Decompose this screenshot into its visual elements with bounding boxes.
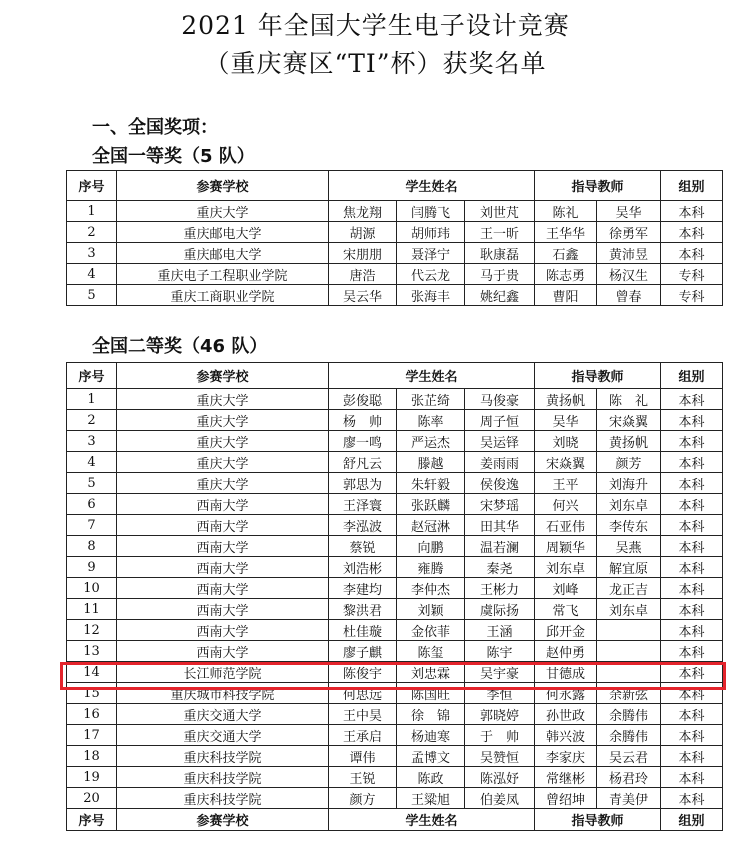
- table-row: [67, 578, 723, 599]
- cell-teacher: 余新弦: [597, 683, 661, 704]
- cell-teacher: 常飞: [535, 599, 597, 620]
- cell-student: 黎洪君: [329, 599, 397, 620]
- cell-teacher: 颜芳: [597, 452, 661, 473]
- cell-school: 西南大学: [117, 620, 329, 641]
- first-prize-heading: 全国一等奖（5 队）: [92, 146, 255, 167]
- cell-student: 唐浩: [329, 264, 397, 285]
- table-row: [67, 683, 723, 704]
- second-prize-footer-header-row: [67, 809, 723, 831]
- cell-student: 陈率: [397, 410, 465, 431]
- cell-school: 重庆科技学院: [117, 746, 329, 767]
- cell-teacher: 刘海升: [597, 473, 661, 494]
- cell-student: 闫腾飞: [397, 201, 465, 222]
- cell-student: 伯姜凤: [465, 788, 535, 809]
- table-row: [67, 767, 723, 788]
- cell-student: 虞际扬: [465, 599, 535, 620]
- cell-teacher: 李传东: [597, 515, 661, 536]
- cell-teacher: 王华华: [535, 222, 597, 243]
- cell-student: 刘世芃: [465, 201, 535, 222]
- cell-student: 李仲杰: [397, 578, 465, 599]
- second-prize-table: [66, 362, 723, 831]
- cell-teacher: 刘峰: [535, 578, 597, 599]
- table-row: [67, 746, 723, 767]
- cell-teacher: 孙世政: [535, 704, 597, 725]
- cell-student: 王锐: [329, 767, 397, 788]
- cell-teacher: 吴华: [597, 201, 661, 222]
- table-row: [67, 452, 723, 473]
- cell-school: 重庆大学: [117, 431, 329, 452]
- cell-teacher: 石鑫: [535, 243, 597, 264]
- cell-group: 本科: [661, 746, 723, 767]
- cell-student: 马俊豪: [465, 389, 535, 410]
- cell-group: 本科: [661, 704, 723, 725]
- cell-student: 陈宇: [465, 641, 535, 662]
- table-row: [67, 704, 723, 725]
- cell-school: 重庆科技学院: [117, 767, 329, 788]
- cell-school: 重庆大学: [117, 410, 329, 431]
- cell-school: 重庆大学: [117, 473, 329, 494]
- cell-student: 廖子麒: [329, 641, 397, 662]
- cell-teacher: 陈 礼: [597, 389, 661, 410]
- cell-student: 严运杰: [397, 431, 465, 452]
- cell-student: 滕越: [397, 452, 465, 473]
- table-row: [67, 599, 723, 620]
- cell-student: 彭俊聪: [329, 389, 397, 410]
- cell-group: 本科: [661, 494, 723, 515]
- cell-teacher: 黄扬帆: [535, 389, 597, 410]
- cell-teacher: 解宜原: [597, 557, 661, 578]
- cell-school: 重庆大学: [117, 389, 329, 410]
- table-row: [67, 285, 723, 306]
- header-students: 学生姓名: [329, 809, 535, 831]
- cell-no: 2: [67, 222, 117, 243]
- cell-teacher: 杨汉生: [597, 264, 661, 285]
- cell-group: 本科: [661, 536, 723, 557]
- cell-student: 谭伟: [329, 746, 397, 767]
- section-heading-national: 一、全国奖项：: [92, 117, 218, 138]
- header-no: 序号: [67, 171, 117, 201]
- first-prize-table: [66, 170, 723, 306]
- cell-student: 聂泽宁: [397, 243, 465, 264]
- cell-teacher: 龙正吉: [597, 578, 661, 599]
- cell-teacher: 邱开金: [535, 620, 597, 641]
- cell-teacher: 余腾伟: [597, 725, 661, 746]
- cell-school: 重庆大学: [117, 201, 329, 222]
- cell-student: 王泽寰: [329, 494, 397, 515]
- cell-no: 3: [67, 431, 117, 452]
- header-group: 组别: [661, 363, 723, 389]
- table-row: [67, 515, 723, 536]
- cell-student: 蔡锐: [329, 536, 397, 557]
- cell-group: 本科: [661, 599, 723, 620]
- cell-student: 李泓波: [329, 515, 397, 536]
- cell-group: 本科: [661, 222, 723, 243]
- cell-student: 杨迪寒: [397, 725, 465, 746]
- cell-group: 本科: [661, 515, 723, 536]
- cell-student: 吴赞恒: [465, 746, 535, 767]
- table-row: [67, 536, 723, 557]
- cell-school: 西南大学: [117, 578, 329, 599]
- table-row: [67, 641, 723, 662]
- header-no: 序号: [67, 363, 117, 389]
- cell-teacher: 陈礼: [535, 201, 597, 222]
- cell-teacher: 黄沛昱: [597, 243, 661, 264]
- cell-teacher: 刘东卓: [535, 557, 597, 578]
- cell-student: 于 帅: [465, 725, 535, 746]
- cell-group: 本科: [661, 201, 723, 222]
- cell-student: 吴云华: [329, 285, 397, 306]
- cell-no: 4: [67, 452, 117, 473]
- cell-group: 本科: [661, 452, 723, 473]
- cell-student: 陈俊宇: [329, 662, 397, 683]
- cell-teacher: 刘东卓: [597, 599, 661, 620]
- cell-no: 2: [67, 410, 117, 431]
- cell-school: 西南大学: [117, 641, 329, 662]
- table-row: [67, 431, 723, 452]
- table-row: [67, 410, 723, 431]
- table-row: [67, 788, 723, 809]
- cell-student: 金依菲: [397, 620, 465, 641]
- cell-school: 重庆交通大学: [117, 704, 329, 725]
- header-teachers: 指导教师: [535, 171, 661, 201]
- cell-student: 田其华: [465, 515, 535, 536]
- cell-group: 本科: [661, 431, 723, 452]
- cell-student: 王承启: [329, 725, 397, 746]
- cell-student: 宋梦瑶: [465, 494, 535, 515]
- cell-school: 重庆大学: [117, 452, 329, 473]
- header-students: 学生姓名: [329, 363, 535, 389]
- cell-no: 20: [67, 788, 117, 809]
- cell-student: 王一昕: [465, 222, 535, 243]
- cell-no: 18: [67, 746, 117, 767]
- cell-group: 本科: [661, 578, 723, 599]
- cell-student: 陈玺: [397, 641, 465, 662]
- cell-teacher: 宋焱翼: [597, 410, 661, 431]
- cell-student: 胡师玮: [397, 222, 465, 243]
- cell-teacher: 石亚伟: [535, 515, 597, 536]
- header-teachers: 指导教师: [535, 809, 661, 831]
- table-row: [67, 473, 723, 494]
- second-prize-header-row: [67, 363, 723, 389]
- cell-student: 刘颖: [397, 599, 465, 620]
- header-no: 序号: [67, 809, 117, 831]
- cell-school: 长江师范学院: [117, 662, 329, 683]
- cell-student: 李恒: [465, 683, 535, 704]
- cell-group: 本科: [661, 788, 723, 809]
- cell-school: 重庆电子工程职业学院: [117, 264, 329, 285]
- cell-group: 本科: [661, 725, 723, 746]
- header-teachers: 指导教师: [535, 363, 661, 389]
- cell-teacher: 李家庆: [535, 746, 597, 767]
- cell-student: 王粱旭: [397, 788, 465, 809]
- cell-student: 姜雨雨: [465, 452, 535, 473]
- cell-no: 8: [67, 536, 117, 557]
- table-row: [67, 662, 723, 683]
- first-prize-header-row: [67, 171, 723, 201]
- cell-teacher: [597, 620, 661, 641]
- cell-no: 19: [67, 767, 117, 788]
- header-students: 学生姓名: [329, 171, 535, 201]
- header-group: 组别: [661, 809, 723, 831]
- cell-student: 胡源: [329, 222, 397, 243]
- cell-student: 朱轩毅: [397, 473, 465, 494]
- cell-student: 焦龙翔: [329, 201, 397, 222]
- cell-group: 专科: [661, 285, 723, 306]
- cell-student: 耿康磊: [465, 243, 535, 264]
- cell-student: 陈泓妤: [465, 767, 535, 788]
- cell-school: 西南大学: [117, 515, 329, 536]
- cell-teacher: 王平: [535, 473, 597, 494]
- cell-no: 1: [67, 389, 117, 410]
- cell-student: 向鹏: [397, 536, 465, 557]
- cell-teacher: 吴燕: [597, 536, 661, 557]
- cell-teacher: 曾春: [597, 285, 661, 306]
- table-row: [67, 201, 723, 222]
- cell-student: 颜方: [329, 788, 397, 809]
- cell-teacher: 余腾伟: [597, 704, 661, 725]
- document-title-line2: （重庆赛区“TI”杯）获奖名单: [204, 49, 547, 78]
- cell-no: 5: [67, 473, 117, 494]
- cell-teacher: 吴华: [535, 410, 597, 431]
- cell-no: 16: [67, 704, 117, 725]
- cell-teacher: 周颖华: [535, 536, 597, 557]
- cell-group: 本科: [661, 662, 723, 683]
- cell-student: 赵冠淋: [397, 515, 465, 536]
- cell-no: 12: [67, 620, 117, 641]
- cell-student: 刘忠霖: [397, 662, 465, 683]
- cell-group: 本科: [661, 620, 723, 641]
- cell-teacher: 韩兴波: [535, 725, 597, 746]
- cell-teacher: 宋焱翼: [535, 452, 597, 473]
- cell-no: 10: [67, 578, 117, 599]
- cell-school: 西南大学: [117, 536, 329, 557]
- cell-student: 姚纪鑫: [465, 285, 535, 306]
- cell-no: 3: [67, 243, 117, 264]
- cell-group: 本科: [661, 473, 723, 494]
- cell-student: 侯俊逸: [465, 473, 535, 494]
- cell-school: 西南大学: [117, 494, 329, 515]
- cell-no: 1: [67, 201, 117, 222]
- cell-student: 杨 帅: [329, 410, 397, 431]
- cell-school: 西南大学: [117, 599, 329, 620]
- cell-student: 陈政: [397, 767, 465, 788]
- cell-teacher: 曾绍坤: [535, 788, 597, 809]
- cell-no: 9: [67, 557, 117, 578]
- cell-student: 陈国旺: [397, 683, 465, 704]
- cell-no: 11: [67, 599, 117, 620]
- cell-teacher: 曹阳: [535, 285, 597, 306]
- cell-school: 西南大学: [117, 557, 329, 578]
- cell-no: 5: [67, 285, 117, 306]
- table-row: [67, 243, 723, 264]
- cell-no: 6: [67, 494, 117, 515]
- cell-teacher: 吴云君: [597, 746, 661, 767]
- cell-student: 廖一鸣: [329, 431, 397, 452]
- cell-student: 杜佳璇: [329, 620, 397, 641]
- cell-teacher: 常继彬: [535, 767, 597, 788]
- cell-student: 王涵: [465, 620, 535, 641]
- cell-group: 本科: [661, 410, 723, 431]
- cell-teacher: 刘东卓: [597, 494, 661, 515]
- header-school: 参赛学校: [117, 363, 329, 389]
- cell-teacher: [597, 662, 661, 683]
- cell-group: 专科: [661, 264, 723, 285]
- cell-student: 王中昊: [329, 704, 397, 725]
- table-row: [67, 557, 723, 578]
- cell-group: 本科: [661, 389, 723, 410]
- cell-group: 本科: [661, 641, 723, 662]
- cell-school: 重庆科技学院: [117, 788, 329, 809]
- cell-student: 吴宇豪: [465, 662, 535, 683]
- cell-group: 本科: [661, 767, 723, 788]
- cell-teacher: 何兴: [535, 494, 597, 515]
- cell-student: 宋朋朋: [329, 243, 397, 264]
- cell-group: 本科: [661, 243, 723, 264]
- cell-no: 17: [67, 725, 117, 746]
- cell-student: 马于贵: [465, 264, 535, 285]
- cell-student: 刘浩彬: [329, 557, 397, 578]
- table-row: [67, 725, 723, 746]
- cell-no: 13: [67, 641, 117, 662]
- cell-student: 秦尧: [465, 557, 535, 578]
- document-title-line1: 2021 年全国大学生电子设计竞赛: [181, 11, 570, 40]
- cell-teacher: 徐勇军: [597, 222, 661, 243]
- cell-teacher: 刘晓: [535, 431, 597, 452]
- table-row: [67, 494, 723, 515]
- cell-student: 何思远: [329, 683, 397, 704]
- cell-teacher: 赵仲勇: [535, 641, 597, 662]
- cell-teacher: [597, 641, 661, 662]
- cell-no: 4: [67, 264, 117, 285]
- cell-teacher: 黄扬帆: [597, 431, 661, 452]
- cell-student: 舒凡云: [329, 452, 397, 473]
- cell-school: 重庆邮电大学: [117, 222, 329, 243]
- header-school: 参赛学校: [117, 171, 329, 201]
- cell-student: 温若澜: [465, 536, 535, 557]
- cell-teacher: 青美伊: [597, 788, 661, 809]
- cell-teacher: 杨君玲: [597, 767, 661, 788]
- cell-student: 郭思为: [329, 473, 397, 494]
- table-row: [67, 222, 723, 243]
- header-school: 参赛学校: [117, 809, 329, 831]
- cell-no: 7: [67, 515, 117, 536]
- table-row: [67, 389, 723, 410]
- cell-teacher: 陈志勇: [535, 264, 597, 285]
- cell-student: 张芷绮: [397, 389, 465, 410]
- cell-student: 代云龙: [397, 264, 465, 285]
- second-prize-heading: 全国二等奖（46 队）: [92, 336, 268, 357]
- cell-student: 张跃麟: [397, 494, 465, 515]
- cell-student: 李建均: [329, 578, 397, 599]
- cell-group: 本科: [661, 557, 723, 578]
- cell-student: 孟博文: [397, 746, 465, 767]
- cell-student: 徐 锦: [397, 704, 465, 725]
- table-row: [67, 264, 723, 285]
- cell-group: 本科: [661, 683, 723, 704]
- cell-school: 重庆邮电大学: [117, 243, 329, 264]
- cell-student: 张海丰: [397, 285, 465, 306]
- cell-student: 郭晓婷: [465, 704, 535, 725]
- cell-no: 15: [67, 683, 117, 704]
- table-row: [67, 620, 723, 641]
- cell-teacher: 甘德成: [535, 662, 597, 683]
- header-group: 组别: [661, 171, 723, 201]
- cell-student: 周子恒: [465, 410, 535, 431]
- cell-student: 吴运铎: [465, 431, 535, 452]
- cell-school: 重庆城市科技学院: [117, 683, 329, 704]
- cell-teacher: 何永露: [535, 683, 597, 704]
- cell-no: 14: [67, 662, 117, 683]
- cell-student: 雍腾: [397, 557, 465, 578]
- cell-student: 王彬力: [465, 578, 535, 599]
- cell-school: 重庆交通大学: [117, 725, 329, 746]
- cell-school: 重庆工商职业学院: [117, 285, 329, 306]
